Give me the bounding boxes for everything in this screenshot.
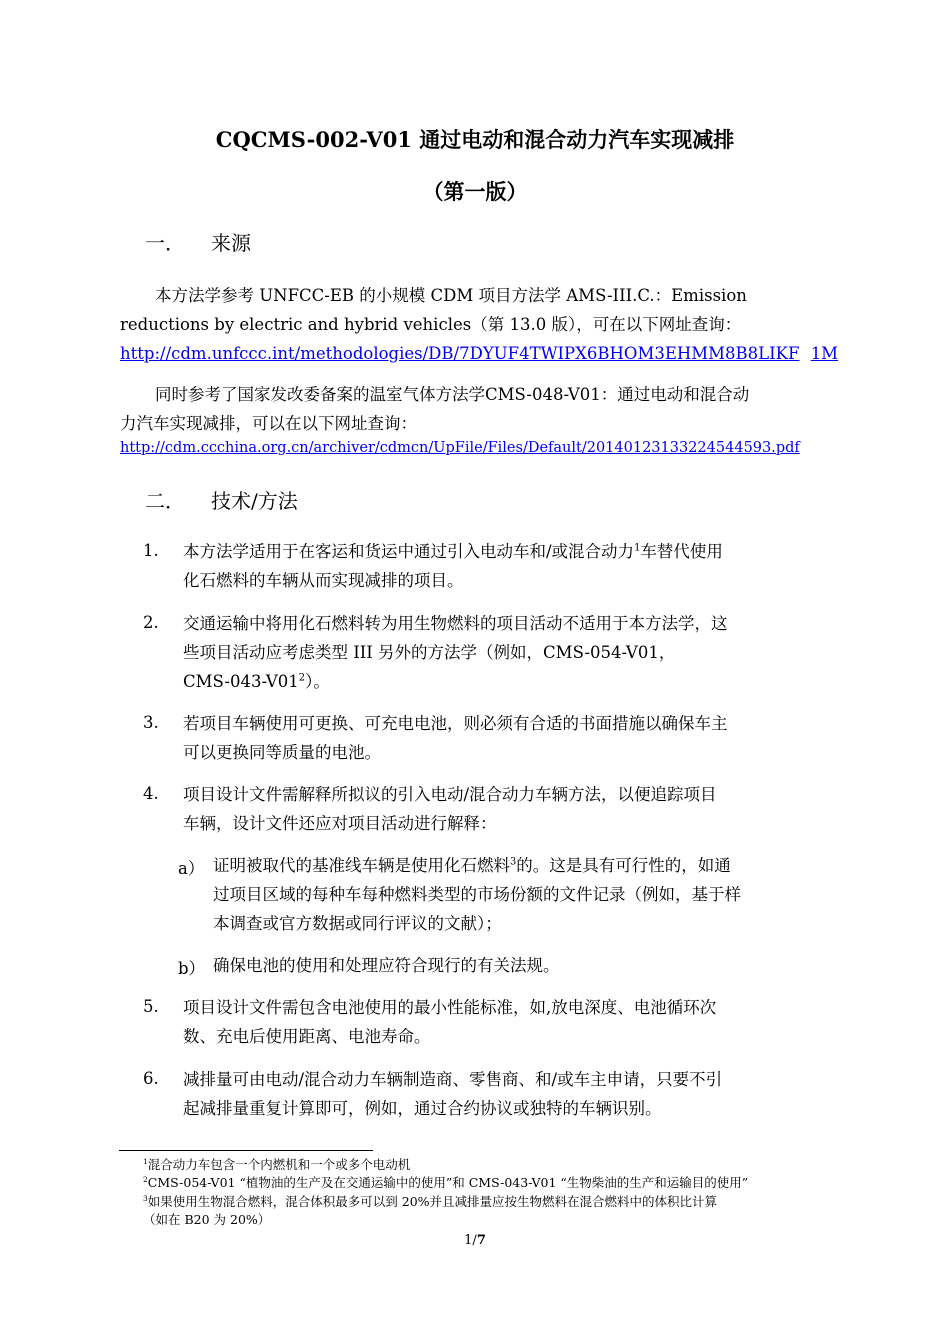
- source-para1-link-line: [120, 339, 838, 368]
- sub-item-label: b）: [178, 959, 206, 978]
- list-item-4-line2: 车辆，设计文件还应对项目活动进行解释：: [183, 814, 497, 833]
- source-para2-line2: 力汽车实现减排，可以在以下网址查询：: [120, 414, 417, 433]
- list-item-5-line1: 项目设计文件需包含电池使用的最小性能标准，如,放电深度、电池循环次: [183, 998, 717, 1017]
- section-number: 一．: [145, 231, 185, 255]
- source-para2-line1: 同时参考了国家发改委备案的温室气体方法学CMS-048-V01：通过电动和混合动: [155, 385, 750, 404]
- sub-item-a-line2: 过项目区域的每种车每种燃料类型的市场份额的文件记录（例如，基于样: [213, 885, 741, 904]
- list-item-number: 5.: [143, 997, 159, 1016]
- document-title: CQCMS-002-V01 通过电动和混合动力汽车实现减排: [215, 127, 735, 152]
- list-item-6-line2: 起减排量重复计算即可，例如，通过合约协议或独特的车辆识别。: [183, 1099, 662, 1118]
- unfccc-methodology-link-tail[interactable]: 1M: [810, 344, 839, 363]
- list-item-1-line2: 化石燃料的车辆从而实现减排的项目。: [183, 571, 464, 590]
- list-item-5-line2: 数、充电后使用距离、电池寿命。: [183, 1027, 431, 1046]
- list-item-3-line1: 若项目车辆使用可更换、可充电电池，则必须有合适的书面措施以确保车主: [183, 714, 728, 733]
- footnote-3: $^3$如果使用生物混合燃料，混合体积最多可以到 20%并且减排量应按生物燃料在混合燃料中的体积比计算: [143, 1193, 718, 1209]
- footnote-2: $^2$CMS-054-V01 “植物油的生产及在交通运输中的使用”和 CMS-043-V01 “生物柴油的生产和运输目的使用”: [143, 1174, 749, 1190]
- section-heading-method: [145, 485, 445, 513]
- footnote-3-continued: （如在 B20 为 20%）: [143, 1212, 271, 1227]
- list-item-number: 2.: [143, 613, 159, 632]
- sub-item-b-line1: 确保电池的使用和处理应符合现行的有关法规。: [213, 956, 560, 975]
- footnote-separator: [119, 1150, 373, 1151]
- source-para1-line1: 本方法学参考 UNFCC-EB 的小规模 CDM 项目方法学 AMS-III.C.：Emission: [155, 286, 747, 305]
- page-number: 1/7: [464, 1233, 486, 1248]
- source-para2-link-line: [120, 440, 800, 456]
- list-item-6-line1: 减排量可由电动/混合动力车辆制造商、零售商、和/或车主申请，只要不引: [183, 1070, 723, 1089]
- list-item-3-line2: 可以更换同等质量的电池。: [183, 743, 381, 762]
- unfccc-methodology-link[interactable]: http://cdm.unfccc.int/methodologies/DB/7DYUF4TWIPX6BHOM3EHMM8B8LIKF: [120, 344, 800, 363]
- list-item-1-line1: 本方法学适用于在客运和货运中通过引入电动车和/或混合动力$^1$车替代使用: [183, 542, 723, 561]
- list-item-2-line1: 交通运输中将用化石燃料转为用生物燃料的项目活动不适用于本方法学，这: [183, 614, 728, 633]
- list-item-number: 1.: [143, 541, 159, 560]
- section-number: 二．: [145, 489, 185, 513]
- sub-item-a-line3: 本调查或官方数据或同行评议的文献）；: [213, 914, 502, 933]
- list-item-number: 3.: [143, 713, 159, 732]
- ccchina-methodology-link[interactable]: http://cdm.ccchina.org.cn/archiver/cdmcn/UpFile/Files/Default/20140123133224544593.pdf: [120, 440, 800, 456]
- section-title: 来源: [211, 231, 251, 255]
- list-item-2-line2: 些项目活动应考虑类型 III 另外的方法学（例如，CMS-054-V01，: [183, 643, 676, 662]
- list-item-4-line1: 项目设计文件需解释所拟议的引入电动/混合动力车辆方法，以便追踪项目: [183, 785, 717, 804]
- list-item-number: 4.: [143, 784, 159, 803]
- source-para1-line2: reductions by electric and hybrid vehicles（第 13.0 版），可在以下网址查询：: [120, 315, 742, 334]
- footnote-1: $^1$混合动力车包含一个内燃机和一个或多个电动机: [143, 1156, 411, 1172]
- section-heading-source: [145, 227, 445, 255]
- list-item-number: 6.: [143, 1069, 159, 1088]
- document-edition: （第一版）: [422, 179, 528, 204]
- sub-item-label: a）: [178, 859, 205, 878]
- sub-item-a-line1: 证明被取代的基准线车辆是使用化石燃料$^3$的。这是具有可行性的，如通: [213, 856, 731, 875]
- list-item-2-line3: CMS-$043-V01^2$）。: [183, 672, 330, 691]
- section-title: 技术/方法: [211, 489, 298, 513]
